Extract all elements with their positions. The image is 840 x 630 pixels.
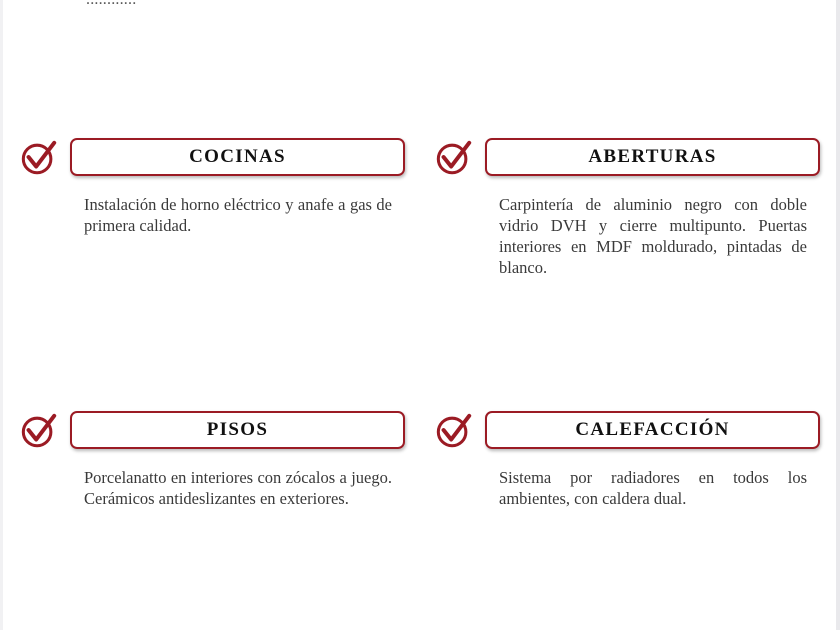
feature-header [20,138,410,178]
feature-aberturas [435,138,825,277]
feature-pisos [20,411,410,508]
feature-calefaccion [435,411,825,508]
check-circle-icon [435,139,473,177]
check-circle-icon [435,412,473,450]
feature-header [20,411,410,451]
feature-header [435,138,825,178]
check-circle-icon [20,412,58,450]
check-circle-icon [20,139,58,177]
feature-header [435,411,825,451]
page-edge-right [836,0,840,630]
section-description: Porcelanatto en interiores con zócalos a juego. Cerámicos antideslizantes en exteriores. [84,468,392,508]
section-description: Carpintería de aluminio negro con doble vidrio DVH y cierre multipunto. Puertas interiores en MDF moldurado, pintadas de blanco. [499,195,807,277]
section-title-box [485,411,820,449]
section-title: PISOS [206,419,269,440]
section-title-box [485,138,820,176]
section-title: CALEFACCIÓN [575,419,730,440]
feature-cocinas [20,138,410,235]
section-title: COCINAS [189,146,286,167]
page-edge-left [0,0,3,630]
section-description: Instalación de horno eléctrico y anafe a gas de primera calidad. [84,195,392,235]
section-title-box [70,138,405,176]
cut-off-text-fragment [86,0,136,9]
section-title-box [70,411,405,449]
section-description: Sistema por radiadores en todos los ambientes, con caldera dual. [499,468,807,508]
section-title: ABERTURAS [588,146,717,167]
